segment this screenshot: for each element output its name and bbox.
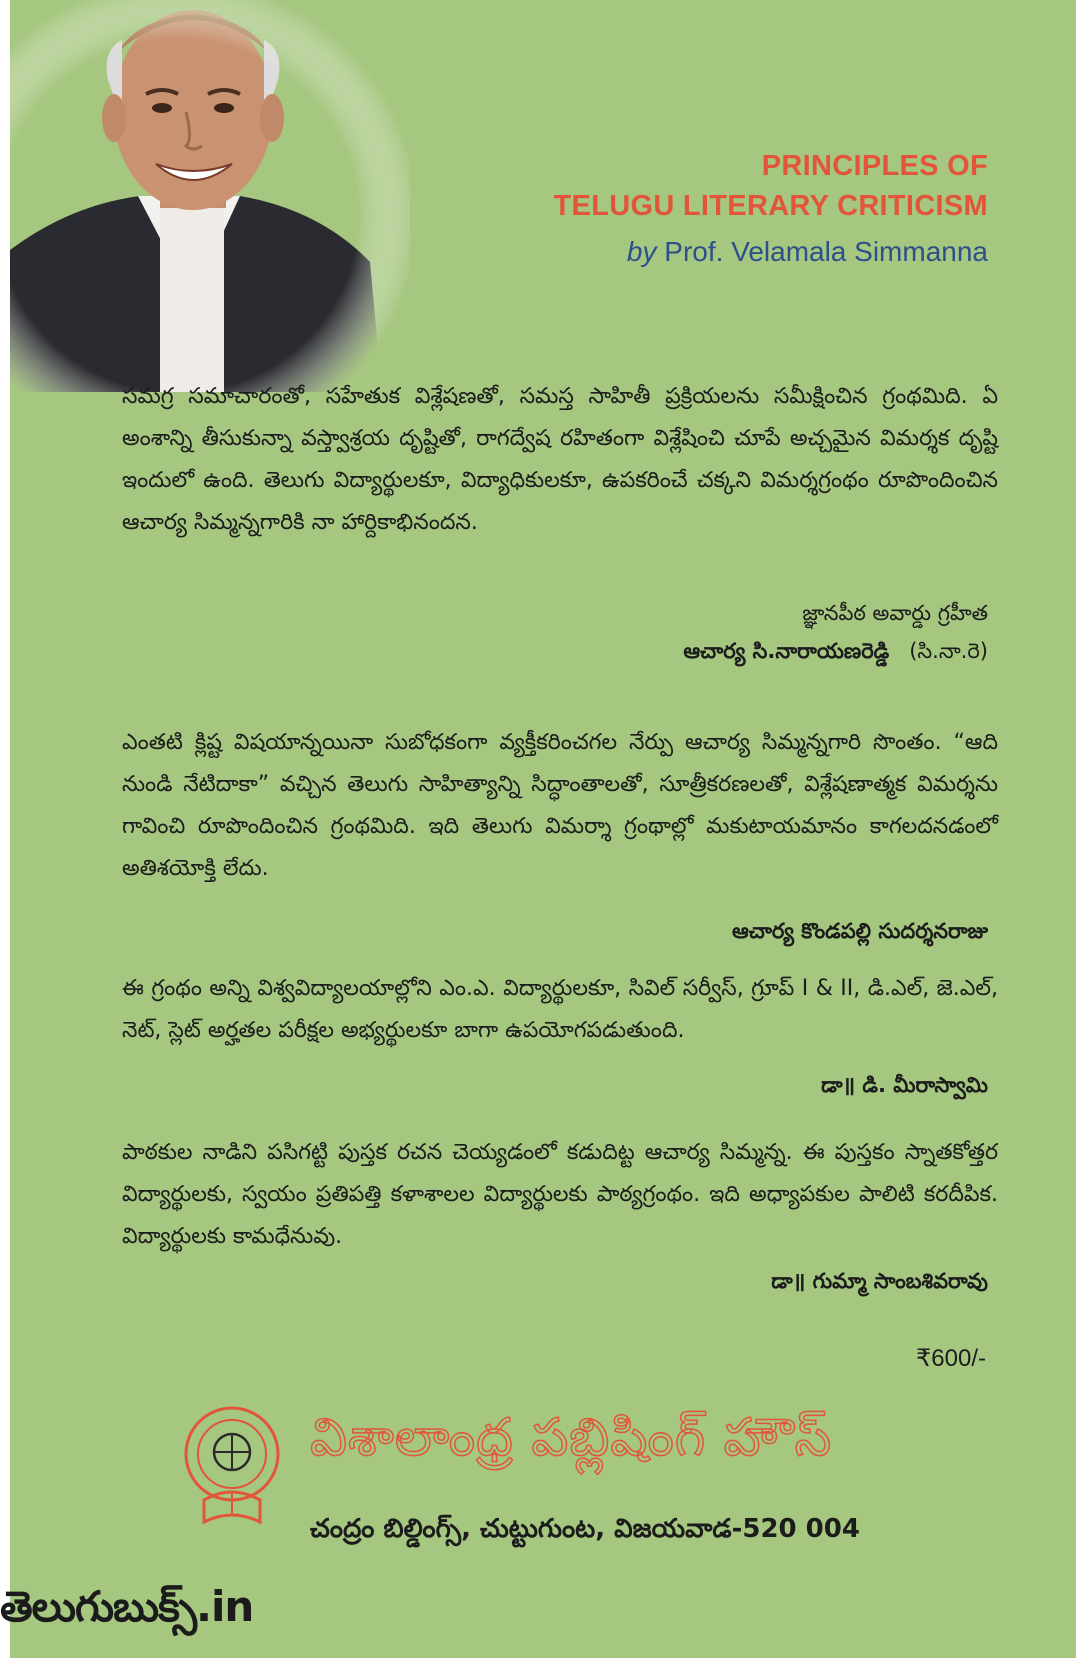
book-title: [554, 146, 988, 226]
review-2-name: ఆచార్య కొండపల్లి సుదర్శనరాజు: [732, 919, 988, 943]
publisher-logo: [180, 1404, 284, 1528]
book-title-line2: TELUGU LITERARY CRITICISM: [553, 190, 988, 222]
review-3-name: డా॥ డి. మీరాస్వామి: [821, 1073, 988, 1097]
book-title-line1: PRINCIPLES OF: [761, 150, 988, 182]
publisher-name: విశాలాంధ్ర పబ్లిషింగ్ హౌస్: [310, 1408, 833, 1468]
price-label: ₹600/-: [916, 1345, 986, 1372]
review-1-text: సమగ్ర సమాచారంతో, సహేతుక విశ్లేషణతో, సమస్త సాహితీ ప్రక్రియలను సమీక్షించిన గ్రంథమిది. ఏ అంశాన్ని తీసుకున్నా వస్త్వాశ్రయ దృష్టితో, రాగద్వేష రహితంగా విశ్లేషించి చూపే అచ్చమైన విమర్శక దృష్టి ఇందులో ఉంది. తెలుగు విద్యార్థులకూ, విద్యాధికులకూ, ఉపకరించే చక్కని విమర్శగ్రంథం రూపొందించిన ఆచార్య సిమ్మన్నగారికి నా హార్దికాభినందన.: [122, 384, 998, 535]
review-4-attribution: [771, 1262, 988, 1300]
review-2-attribution: [732, 912, 988, 950]
review-3-attribution: [821, 1066, 988, 1104]
author-name: Prof. Velamala Simmanna: [664, 236, 988, 267]
review-1-alias: (సి.నా.రె): [909, 639, 988, 663]
review-4-text: పాఠకుల నాడిని పసిగట్టి పుస్తక రచన చెయ్యడంలో కడుదిట్ట ఆచార్య సిమ్మన్న. ఈ పుస్తకం స్నాతకోత్తర విద్యార్థులకు, స్వయం ప్రతిపత్తి కళాశాలల విద్యార్థులకు పాఠ్యగ్రంథం. ఇది అధ్యాపకుల పాలిటి కరదీపిక. విద్యార్థులకు కామధేనువు.: [122, 1140, 998, 1249]
byline-prefix: by: [626, 236, 657, 267]
review-2-text: ఎంతటి క్లిష్ట విషయాన్నయినా సుబోధకంగా వ్యక్తీకరించగల నేర్పు ఆచార్య సిమ్మన్నగారి సొంతం. “ఆది నుండి నేటిదాకా” వచ్చిన తెలుగు సాహిత్యాన్ని సిద్ధాంతాలతో, సూత్రీకరణలతో, విశ్లేషణాత్మక విమర్శను గావించి రూపొందించిన గ్రంథమిది. ఇది తెలుగు విమర్శా గ్రంథాల్లో మకుటాయమానం కాగలదనడంలో అతిశయోక్తి లేదు.: [122, 730, 998, 881]
publisher-address: చంద్రం బిల్డింగ్స్, చుట్టుగుంట, విజయవాడ-520 004: [310, 1514, 860, 1544]
review-1-role: జ్ఞానపీఠ అవార్డు గ్రహీత: [802, 601, 988, 625]
byline: [627, 236, 988, 268]
review-1-attribution: [683, 594, 988, 670]
review-1-name: ఆచార్య సి.నారాయణరెడ్డి: [683, 639, 890, 663]
review-4-name: డా॥ గుమ్మా సాంబశివరావు: [771, 1269, 988, 1293]
author-portrait: [10, 0, 410, 392]
site-watermark: తెలుగుబుక్స్.in: [0, 1582, 254, 1631]
book-back-cover: [10, 0, 1076, 1658]
review-3-text: ఈ గ్రంథం అన్ని విశ్వవిద్యాలయాల్లోని ఎం.ఎ. విద్యార్థులకూ, సివిల్ సర్వీస్, గ్రూప్ I & II, డి.ఎల్, జె.ఎల్, నెట్, స్లెట్ అర్హతల పరీక్షల అభ్యర్థులకూ బాగా ఉపయోగపడుతుంది.: [122, 976, 998, 1043]
